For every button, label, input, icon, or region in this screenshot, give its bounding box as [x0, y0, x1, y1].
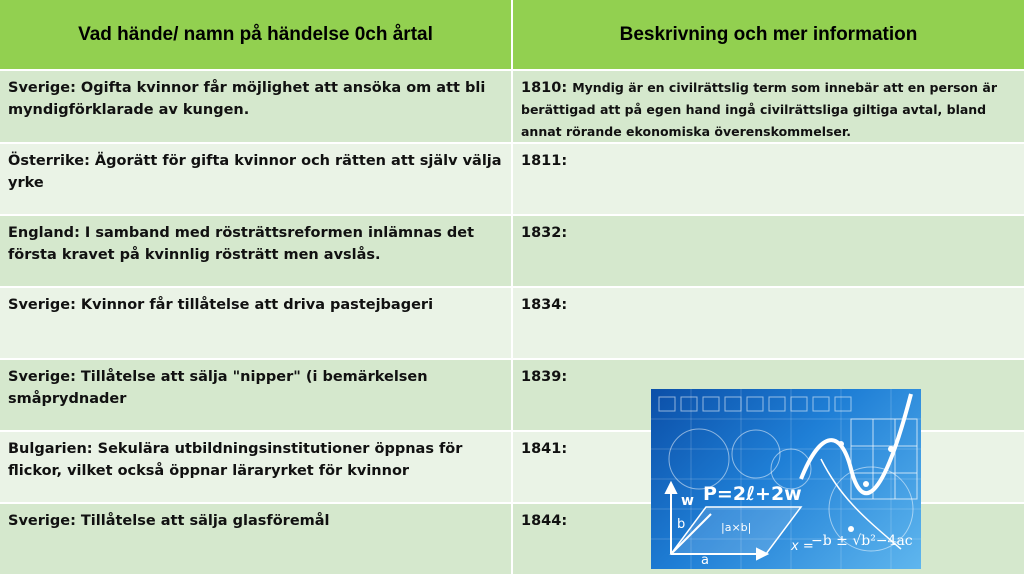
- event-cell: Bulgarien: Sekulära utbildningsinstitutioner öppnas för flickor, vilket också öppnar läraryrket för kvinnor: [0, 432, 513, 504]
- label-b: b: [677, 517, 686, 532]
- formula-quadratic: −b ± √b²−4ac: [811, 533, 913, 549]
- year-label: 1832:: [521, 225, 568, 241]
- header-description-column: Beskrivning och mer information: [513, 0, 1024, 71]
- label-a: a: [701, 553, 709, 568]
- table-row: [0, 71, 1024, 144]
- description-cell: [513, 216, 1024, 288]
- label-axb: |a×b|: [721, 521, 752, 534]
- year-label: 1844:: [521, 513, 568, 529]
- label-w: w: [681, 493, 694, 509]
- formula-perimeter: P=2ℓ+2w: [703, 483, 802, 505]
- description-cell: [513, 144, 1024, 216]
- event-cell: Sverige: Tillåtelse att sälja "nipper" (i bemärkelsen småprydnader: [0, 360, 513, 432]
- event-cell: Sverige: Tillåtelse att sälja glasföremål: [0, 504, 513, 576]
- math-illustration: [651, 389, 921, 569]
- event-cell: England: I samband med rösträttsreformen inlämnas det första kravet på kvinnlig rösträtt men avslås.: [0, 216, 513, 288]
- description-text: Myndig är en civilrättslig term som innebär att en person är berättigad att på egen hand ingå civilrättsliga giltiga avtal, bland annat rörande ekonomiska överenskommelser.: [521, 80, 997, 139]
- table-row: [0, 288, 1024, 360]
- year-label: 1839:: [521, 369, 568, 385]
- header-event-column: Vad hände/ namn på händelse 0ch årtal: [0, 0, 513, 71]
- description-cell: [513, 71, 1024, 144]
- table-row: [0, 144, 1024, 216]
- year-label: 1810:: [521, 80, 568, 96]
- year-label: 1811:: [521, 153, 568, 169]
- table-header: [0, 0, 1024, 71]
- event-cell: Österrike: Ägorätt för gifta kvinnor och rätten att själv välja yrke: [0, 144, 513, 216]
- description-cell: [513, 288, 1024, 360]
- table-row: [0, 216, 1024, 288]
- label-x-equals: x =: [791, 539, 814, 554]
- event-cell: Sverige: Ogifta kvinnor får möjlighet att ansöka om att bli myndigförklarade av kungen.: [0, 71, 513, 144]
- year-label: 1834:: [521, 297, 568, 313]
- event-cell: Sverige: Kvinnor får tillåtelse att driva pastejbageri: [0, 288, 513, 360]
- year-label: 1841:: [521, 441, 568, 457]
